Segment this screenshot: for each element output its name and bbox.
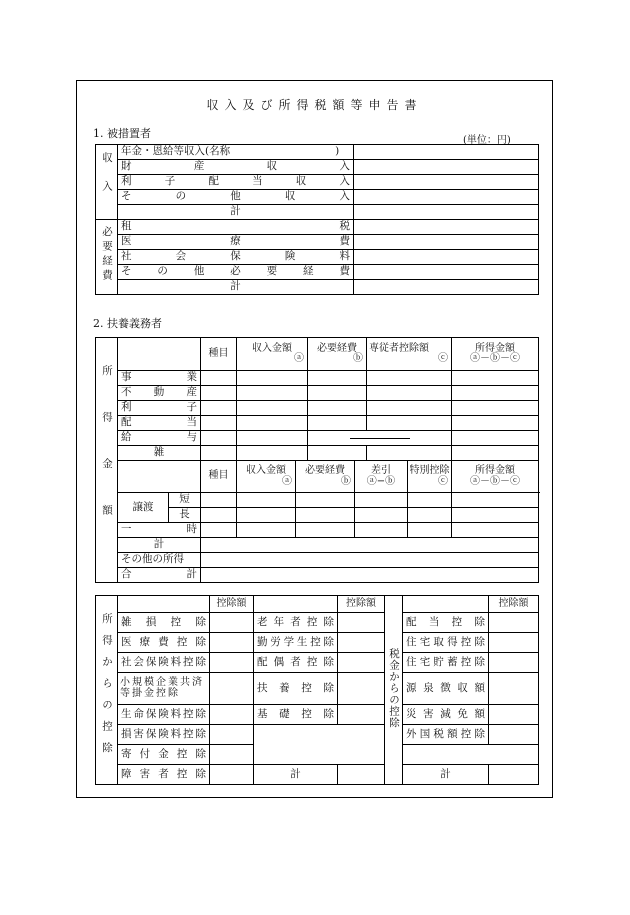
tax-deduction-item: 災 害 減 免 額 (406, 707, 485, 720)
income-row (118, 160, 354, 175)
deduction-item: 医 療 費 控 除 (121, 635, 206, 648)
input-cell[interactable] (338, 613, 385, 633)
deductions-table (95, 595, 539, 785)
form-frame (76, 80, 553, 798)
col-header: 控除額 (210, 596, 254, 613)
input-cell[interactable] (210, 705, 254, 725)
input-cell[interactable] (355, 493, 408, 508)
input-cell[interactable] (354, 145, 539, 160)
input-cell[interactable] (354, 250, 539, 265)
input-cell[interactable] (452, 386, 539, 401)
onetime-label: 一 時 (121, 523, 197, 536)
input-cell[interactable] (237, 371, 308, 386)
input-cell[interactable] (354, 265, 539, 280)
input-cell[interactable] (452, 416, 539, 431)
input-cell[interactable] (308, 371, 367, 386)
input-cell[interactable] (201, 538, 539, 553)
input-cell[interactable] (354, 175, 539, 190)
input-cell[interactable] (201, 553, 539, 568)
input-cell[interactable] (237, 493, 296, 508)
deduction-item: 寄 付 金 控 除 (121, 747, 206, 760)
form-title: 収入及び所得税額等申告書 (206, 98, 423, 112)
expense-label-text: そ の 他 必 要 経 費 (121, 265, 350, 278)
expense-row (118, 235, 354, 250)
deduction-item: 基 礎 控 除 (257, 707, 334, 720)
income-type-label: 給 与 (121, 431, 197, 444)
input-cell[interactable] (237, 416, 308, 431)
input-cell[interactable] (355, 523, 408, 538)
input-cell[interactable] (489, 725, 539, 745)
input-cell[interactable] (489, 705, 539, 725)
expense-row (118, 220, 354, 235)
income-row (118, 190, 354, 205)
tax-deduction-item: 源 泉 徴 収 額 (406, 681, 485, 694)
income-type-label: 不 動 産 (121, 386, 197, 399)
expense-label-text: 租 税 (121, 220, 350, 233)
input-cell[interactable] (308, 416, 367, 431)
other-income-label: その他の所得 (118, 553, 201, 568)
input-cell[interactable] (210, 633, 254, 653)
input-cell[interactable] (489, 633, 539, 653)
input-cell[interactable] (354, 220, 539, 235)
input-cell[interactable] (489, 613, 539, 633)
deduction-item: 配 偶 者 控 除 (257, 655, 334, 668)
short-label: 短 (169, 493, 201, 508)
input-cell[interactable] (237, 446, 308, 461)
input-cell[interactable] (210, 765, 254, 785)
income-row: 年金・恩給等収入(名称 ) (118, 145, 354, 160)
input-cell[interactable] (308, 401, 367, 416)
expense-label-text: 社 会 保 険 料 (121, 250, 350, 263)
subtotal-label: 計 (118, 538, 201, 553)
input-cell[interactable] (296, 508, 355, 523)
input-cell[interactable] (354, 280, 539, 295)
input-cell[interactable] (489, 765, 539, 785)
income-label-text: そ の 他 収 入 (121, 190, 350, 203)
input-cell[interactable] (354, 190, 539, 205)
input-cell[interactable] (489, 653, 539, 673)
input-cell[interactable] (367, 446, 452, 461)
input-cell[interactable] (452, 493, 539, 508)
deduction-item: 社 会 保 険 料 控 除 (121, 655, 206, 668)
input-cell[interactable] (355, 508, 408, 523)
income-label-text: 財 産 収 入 (121, 160, 350, 173)
input-cell[interactable] (296, 523, 355, 538)
input-cell[interactable] (452, 371, 539, 386)
kind-header: 種目 (201, 461, 237, 493)
input-cell[interactable] (210, 725, 254, 745)
shotoku-label: 所得金額 (96, 338, 118, 583)
expense-row (118, 265, 354, 280)
input-cell[interactable] (210, 613, 254, 633)
income-type-label: 事 業 (121, 371, 197, 384)
input-cell[interactable] (367, 401, 452, 416)
input-cell[interactable] (210, 745, 254, 765)
input-cell[interactable] (408, 493, 452, 508)
section2-heading: 2. 扶養義務者 (93, 317, 162, 330)
misc-row: 雑 (118, 446, 201, 461)
deduction-item: 雑 損 控 除 (121, 615, 206, 628)
deduction-item: 勤 労 学 生 控 除 (257, 635, 334, 648)
input-cell[interactable] (237, 431, 308, 446)
col-header: 控除額 (338, 596, 385, 613)
input-cell[interactable] (452, 401, 539, 416)
tax-deduction-item: 住 宅 取 得 控 除 (406, 635, 485, 648)
tax-deduction-item: 外 国 税 額 控 除 (406, 727, 485, 740)
input-cell[interactable] (452, 431, 539, 446)
input-cell[interactable] (237, 401, 308, 416)
tax-deduction-item: 配 当 控 除 (406, 615, 485, 628)
input-cell[interactable] (338, 705, 385, 725)
input-cell[interactable] (367, 386, 452, 401)
right-total: 計 (403, 765, 489, 785)
input-cell[interactable] (338, 673, 385, 705)
income-row (118, 175, 354, 190)
grand-total-label: 合 計 (121, 568, 197, 581)
expense-label-text: 医 療 費 (121, 235, 350, 248)
expense-total: 計 (118, 280, 354, 295)
input-cell[interactable] (367, 416, 452, 431)
col-header: 控除額 (489, 596, 539, 613)
deduction-item: 生 命 保 険 料 控 除 (121, 707, 206, 720)
income-label: 収入 (96, 145, 118, 220)
input-cell[interactable] (296, 493, 355, 508)
input-cell[interactable] (354, 160, 539, 175)
input-cell[interactable] (367, 371, 452, 386)
kind-header: 種目 (201, 338, 237, 371)
input-cell[interactable] (338, 765, 385, 785)
input-cell[interactable] (408, 508, 452, 523)
tax-deduction-label: 税金からの控除 (385, 596, 403, 785)
section1-heading: 1. 被措置者 (93, 127, 151, 140)
input-cell[interactable] (308, 446, 367, 461)
long-label: 長 (169, 508, 201, 523)
section1-table (95, 144, 539, 295)
input-cell[interactable] (201, 568, 539, 583)
deduction-item: 障 害 者 控 除 (121, 767, 206, 780)
input-cell[interactable] (308, 386, 367, 401)
deduction-item: 老 年 者 控 除 (257, 615, 334, 628)
input-cell[interactable] (452, 508, 539, 523)
income-type-label: 利 子 (121, 401, 197, 414)
input-cell[interactable] (354, 205, 539, 220)
tax-deduction-item: 住 宅 貯 蓄 控 除 (406, 655, 485, 668)
input-cell[interactable] (452, 446, 539, 461)
middle-total: 計 (254, 765, 338, 785)
input-cell[interactable] (338, 653, 385, 673)
unit-label: (単位：円) (463, 135, 511, 146)
input-cell[interactable] (237, 386, 308, 401)
input-cell[interactable] (210, 673, 254, 705)
income-total: 計 (118, 205, 354, 220)
expense-row (118, 250, 354, 265)
input-cell[interactable] (452, 523, 539, 538)
income-deduction-label: 所得からの控除 (96, 596, 118, 785)
input-cell[interactable] (237, 523, 296, 538)
income-label-text: 利 子 配 当 収 入 (121, 175, 350, 188)
income-type-label: 配 当 (121, 416, 197, 429)
input-cell[interactable] (237, 508, 296, 523)
salary-dash (308, 431, 452, 446)
deduction-item: 扶 養 控 除 (257, 681, 334, 694)
shotoku-table: 所得金額 種目 収入金額 ⓐ 必要経費 ⓑ 専従者控除額 ⓒ 所得金額 ⓐ－ⓑ－ⓒ 事 業 不 動 産 利 子 配 当 給 与 雑 種目 収入金額 ⓐ 必要経費 ⓑ 差引 ⓐ−ⓑ 特別控除 ⓒ 所得金額 ⓐ－ⓑ－ⓒ 譲渡 短 長 一 時 計 その他の所得 合 計 (95, 337, 539, 583)
deduction-item: 小規模企業共済等掛金控除 (118, 673, 210, 705)
input-cell[interactable] (338, 633, 385, 653)
input-cell[interactable] (408, 523, 452, 538)
transfer-label: 譲渡 (118, 493, 169, 523)
input-cell[interactable] (489, 673, 539, 705)
input-cell[interactable] (354, 235, 539, 250)
expense-label: 必要経費 (96, 220, 118, 295)
input-cell[interactable] (210, 653, 254, 673)
deduction-item: 損 害 保 険 料 控 除 (121, 727, 206, 740)
